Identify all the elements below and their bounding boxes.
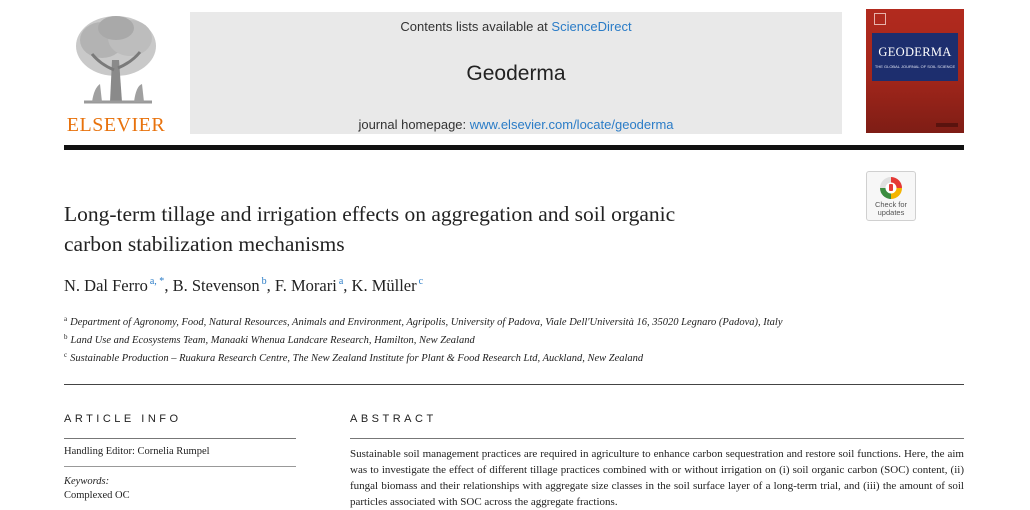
title-line-2: carbon stabilization mechanisms xyxy=(64,232,345,256)
abstract-divider xyxy=(350,438,964,439)
check-updates-line1: Check for xyxy=(874,200,908,209)
keyword-item: Complexed OC xyxy=(64,490,130,501)
affiliation-item xyxy=(64,348,864,366)
affiliation-text: Department of Agronomy, Food, Natural Resources, Animals and Environment, Agripolis, University of Padova, Viale Dell'Università 16, 35020 Legnaro (Padova), Italy xyxy=(70,317,783,328)
affiliation-key: b xyxy=(64,333,68,341)
check-for-updates-label xyxy=(867,201,915,217)
author-separator: , xyxy=(343,276,352,295)
author-separator: , xyxy=(164,276,173,295)
author-affiliation-marker[interactable]: c xyxy=(418,276,424,287)
author-name[interactable]: F. Morari xyxy=(274,276,337,295)
author-affiliation-marker[interactable]: b xyxy=(261,276,267,287)
homepage-line xyxy=(190,117,842,132)
check-for-updates-icon xyxy=(879,176,903,200)
header-divider xyxy=(64,145,964,150)
journal-cover[interactable] xyxy=(866,9,964,133)
affiliation-text: Land Use and Ecosystems Team, Manaaki Whenua Landcare Research, Hamilton, New Zealand xyxy=(70,335,475,346)
author-affiliation-marker[interactable]: a, * xyxy=(149,276,165,287)
section-divider xyxy=(64,384,964,385)
cover-footer-mark xyxy=(936,123,958,127)
sciencedirect-link[interactable]: ScienceDirect xyxy=(551,19,632,34)
article-info-divider xyxy=(64,438,296,439)
keywords-label: Keywords: xyxy=(64,476,110,487)
author-separator: , xyxy=(266,276,275,295)
tree-emblem-icon xyxy=(64,10,168,114)
author-name[interactable]: B. Stevenson xyxy=(172,276,260,295)
journal-name: Geoderma xyxy=(466,62,566,85)
contents-line xyxy=(190,19,842,34)
handling-editor: Handling Editor: Cornelia Rumpel xyxy=(64,446,210,457)
article-info-heading: ARTICLE INFO xyxy=(64,413,182,425)
author-list xyxy=(64,276,423,296)
author-name[interactable]: K. Müller xyxy=(351,276,417,295)
journal-homepage-link[interactable]: www.elsevier.com/locate/geoderma xyxy=(469,117,674,132)
author-name[interactable]: N. Dal Ferro xyxy=(64,276,148,295)
affiliation-key: c xyxy=(64,351,68,359)
elsevier-logo xyxy=(64,10,168,136)
contents-prefix: Contents lists available at xyxy=(400,19,552,34)
affiliation-text: Sustainable Production – Ruakura Research Centre, The New Zealand Institute for Plant & Food Research Ltd, Auckland, New Zealand xyxy=(70,353,644,364)
publisher-wordmark: ELSEVIER xyxy=(66,114,166,136)
abstract-text: Sustainable soil management practices are required in agriculture to enhance carbon sequestration and restore soil functions. Here, the aim was to investigate the effect of different tillage practices combined with or without irrigation on (i) soil organic carbon (SOC) content, (ii) fungal biomass and their relationships with aggregate size classes in the soil surface layer of a long-term trial, and (iii) the amount of soil particles associated with SOC across the aggregate fractions. xyxy=(350,448,964,508)
author-affiliation-marker[interactable]: a xyxy=(338,276,344,287)
cover-title: GEODERMA xyxy=(878,45,952,59)
homepage-prefix: journal homepage: xyxy=(358,117,470,132)
article-title xyxy=(64,199,824,259)
journal-banner xyxy=(190,12,842,134)
check-updates-line2: updates xyxy=(877,208,905,217)
abstract-heading: ABSTRACT xyxy=(350,413,437,425)
cover-emblem-icon xyxy=(874,13,886,25)
affiliation-item xyxy=(64,312,864,330)
cover-subtitle: THE GLOBAL JOURNAL OF SOIL SCIENCE xyxy=(874,64,956,69)
affiliation-item xyxy=(64,330,864,348)
title-line-1: Long-term tillage and irrigation effects on aggregation and soil organic xyxy=(64,202,676,226)
affiliation-key: a xyxy=(64,315,68,323)
article-info-divider xyxy=(64,466,296,467)
check-for-updates-button[interactable] xyxy=(866,171,916,221)
affiliations xyxy=(64,312,864,366)
